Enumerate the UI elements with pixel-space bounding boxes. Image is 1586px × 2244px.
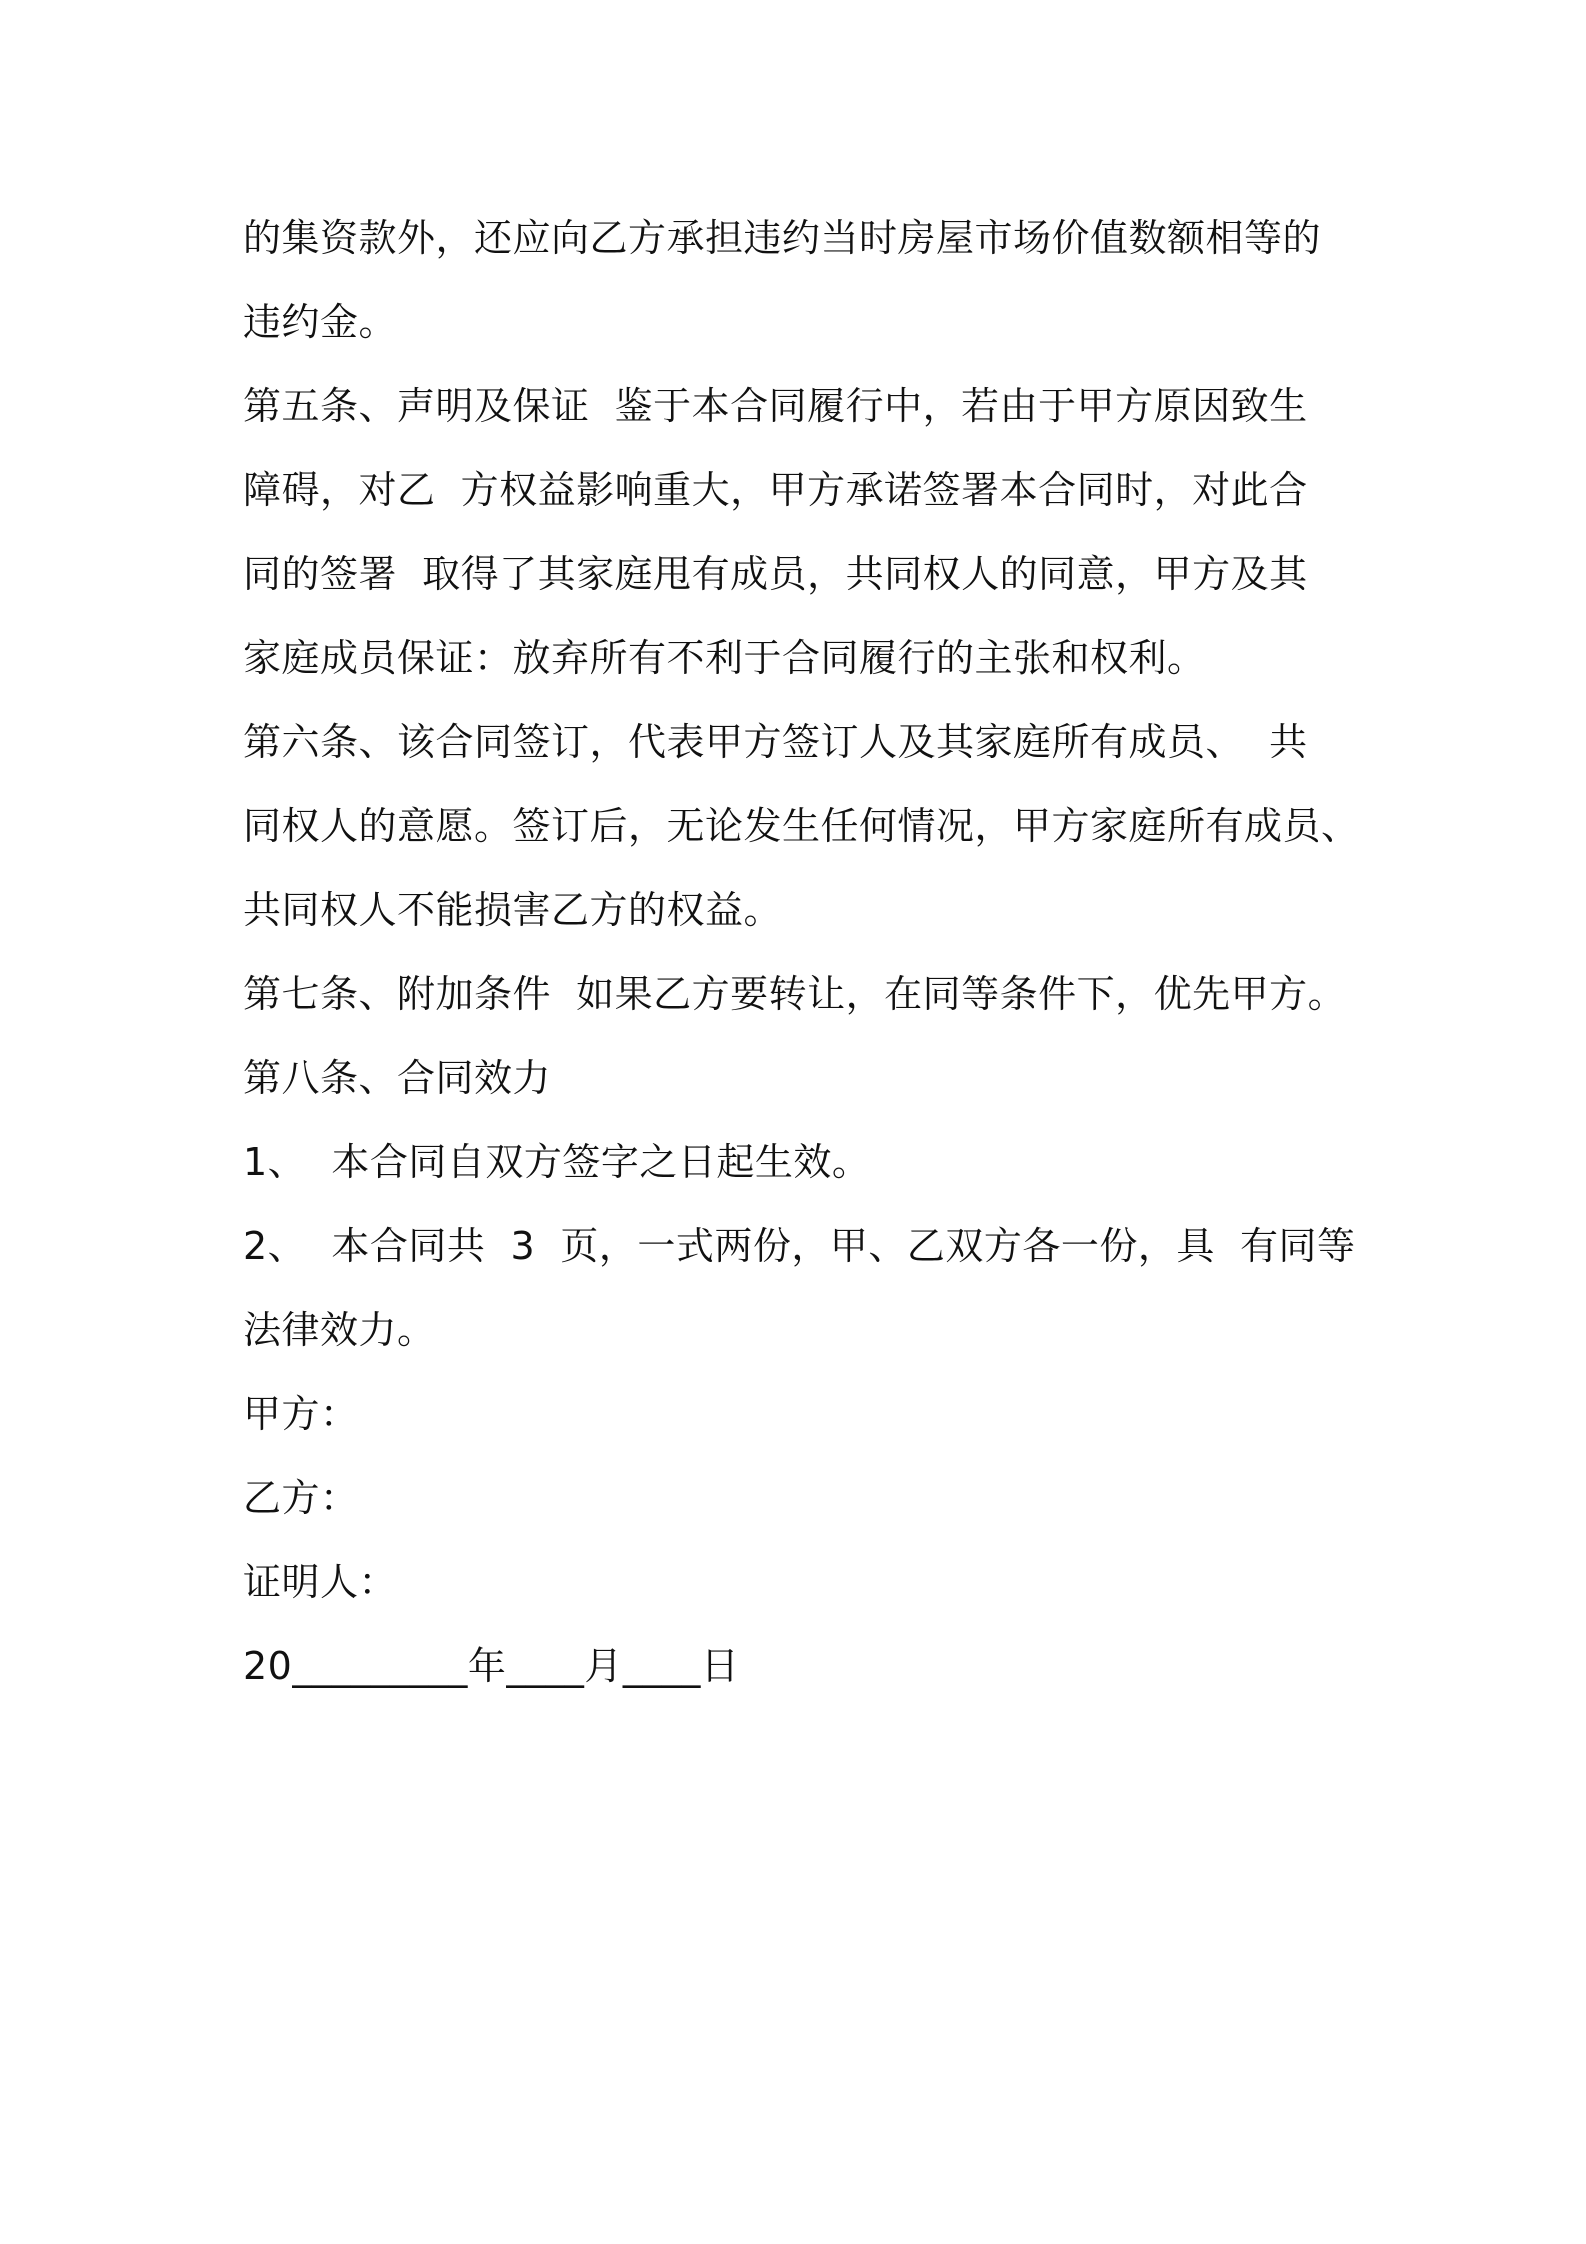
paragraph-line: 违约金。 <box>243 300 398 344</box>
paragraph-line: 法律效力。 <box>243 1308 436 1352</box>
article-8-heading: 第八条、合同效力 <box>243 1056 552 1100</box>
paragraph-line: 共同权人不能损害乙方的权益。 <box>243 888 783 932</box>
paragraph-line: 障碍，对乙 方权益影响重大，甲方承诺签署本合同时，对此合 <box>243 468 1308 512</box>
paragraph-line: 家庭成员保证：放弃所有不利于合同履行的主张和权利。 <box>243 636 1206 680</box>
party-a-signature-label: 甲方： <box>243 1392 359 1436</box>
document-page <box>243 196 1373 1708</box>
article-6-line: 第六条、该合同签订，代表甲方签订人及其家庭所有成员、 共 <box>243 720 1308 764</box>
paragraph-line: 同权人的意愿。签订后，无论发生任何情况，甲方家庭所有成员、 <box>243 804 1360 848</box>
date-line: 20_________年____月____日 <box>243 1644 740 1688</box>
witness-signature-label: 证明人： <box>243 1560 398 1604</box>
clause-1-line: 1、 本合同自双方签字之日起生效。 <box>243 1140 871 1184</box>
article-7-line: 第七条、附加条件 如果乙方要转让，在同等条件下，优先甲方。 <box>243 972 1347 1016</box>
clause-2-line: 2、 本合同共 3 页，一式两份，甲、乙双方各一份，具 有同等 <box>243 1224 1356 1268</box>
party-b-signature-label: 乙方： <box>243 1476 359 1520</box>
article-5-line: 第五条、声明及保证 鉴于本合同履行中，若由于甲方原因致生 <box>243 384 1308 428</box>
paragraph-line: 的集资款外，还应向乙方承担违约当时房屋市场价值数额相等的 <box>243 216 1322 260</box>
paragraph-line: 同的签署 取得了其家庭甩有成员，共同权人的同意，甲方及其 <box>243 552 1308 596</box>
